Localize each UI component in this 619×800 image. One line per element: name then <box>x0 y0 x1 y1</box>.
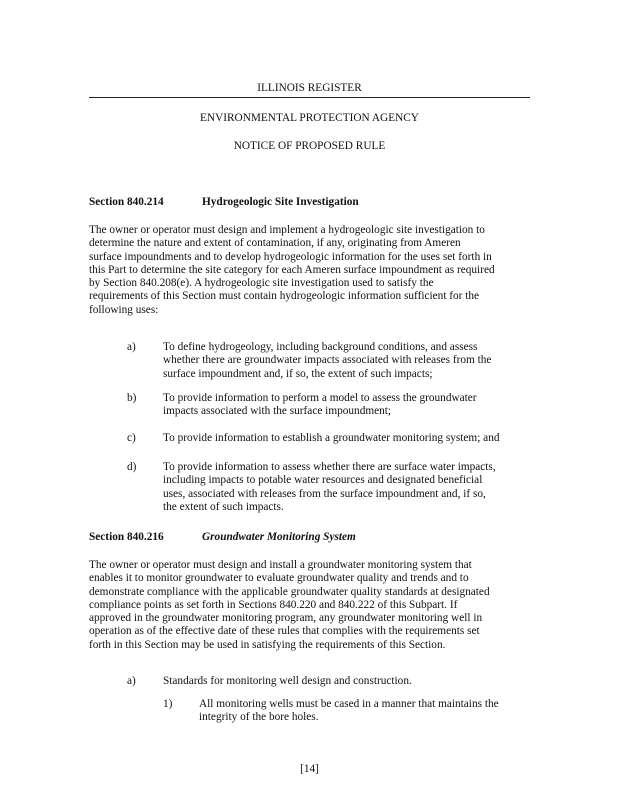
item-c-text <box>163 432 533 445</box>
text-line: enables it to monitor groundwater to evaluate groundwater quality and trends and to <box>89 572 469 585</box>
text-line: surface impoundments and to develop hydrogeologic information for the uses set forth in <box>89 250 492 263</box>
text-line: uses, associated with releases from the surface impoundment and, if so, <box>163 487 486 500</box>
text-line: this Part to determine the site category for each Ameren surface impoundment as required <box>89 263 495 276</box>
section-214-title: Hydrogeologic Site Investigation <box>202 196 359 208</box>
item-a-text <box>163 341 533 381</box>
section-216-intro <box>89 559 529 652</box>
agency-heading: ENVIRONMENTAL PROTECTION AGENCY <box>200 112 419 124</box>
section-216-title: Groundwater Monitoring System <box>202 531 356 543</box>
text-line: integrity of the bore holes. <box>199 711 319 724</box>
page-number: [14] <box>300 763 319 775</box>
item-d-letter: d) <box>127 461 137 473</box>
text-line: compliance points as set forth in Sections 840.220 and 840.222 of this Subpart. If <box>89 598 458 611</box>
text-line: To provide information to establish a groundwater monitoring system; and <box>163 432 500 444</box>
text-line: surface impoundment and, if so, the extent of such impacts; <box>163 367 433 380</box>
text-line: approved in the groundwater monitoring program, any groundwater monitoring well in <box>89 612 483 625</box>
register-heading: ILLINOIS REGISTER <box>257 82 362 94</box>
item-a-letter: a) <box>127 341 136 353</box>
section-216-number: Section 840.216 <box>89 531 164 543</box>
text-line: impacts associated with the surface impoundment; <box>163 405 392 418</box>
text-line: operation as of the effective date of these rules that complies with the requirements set <box>89 625 480 638</box>
text-line: All monitoring wells must be cased in a manner that maintains the <box>199 698 499 710</box>
item-d-text <box>163 461 533 514</box>
section-216-item-a-text: Standards for monitoring well design and construction. <box>163 675 412 687</box>
text-line: forth in this Section may be used in satisfying the requirements of this Section. <box>89 638 446 651</box>
text-line: including impacts to potable water resources and designated beneficial <box>163 474 483 487</box>
text-line: whether there are groundwater impacts associated with releases from the <box>163 354 492 367</box>
item-c-letter: c) <box>127 432 136 444</box>
text-line: To define hydrogeology, including background conditions, and assess <box>163 341 478 353</box>
item-b-letter: b) <box>127 392 137 404</box>
header-rule <box>89 97 530 98</box>
text-line: determine the nature and extent of contamination, if any, originating from Ameren <box>89 237 461 250</box>
text-line: following uses: <box>89 303 159 316</box>
section-214-intro <box>89 224 529 317</box>
text-line: The owner or operator must design and implement a hydrogeologic site investigation to <box>89 224 485 236</box>
text-line: by Section 840.208(e). A hydrogeologic site investigation used to satisfy the <box>89 277 434 290</box>
subitem-1-number: 1) <box>163 698 173 710</box>
subitem-1-text <box>199 698 529 725</box>
section-216-item-a-letter: a) <box>127 675 136 687</box>
section-214-number: Section 840.214 <box>89 196 164 208</box>
text-line: To provide information to assess whether there are surface water impacts, <box>163 461 496 473</box>
text-line: requirements of this Section must contain hydrogeologic information sufficient for the <box>89 290 480 303</box>
text-line: demonstrate compliance with the applicable groundwater quality standards at designated <box>89 585 490 598</box>
text-line: The owner or operator must design and install a groundwater monitoring system that <box>89 559 472 571</box>
text-line: To provide information to perform a model to assess the groundwater <box>163 392 477 404</box>
text-line: the extent of such impacts. <box>163 500 284 513</box>
notice-heading: NOTICE OF PROPOSED RULE <box>233 140 386 152</box>
item-b-text <box>163 392 533 419</box>
